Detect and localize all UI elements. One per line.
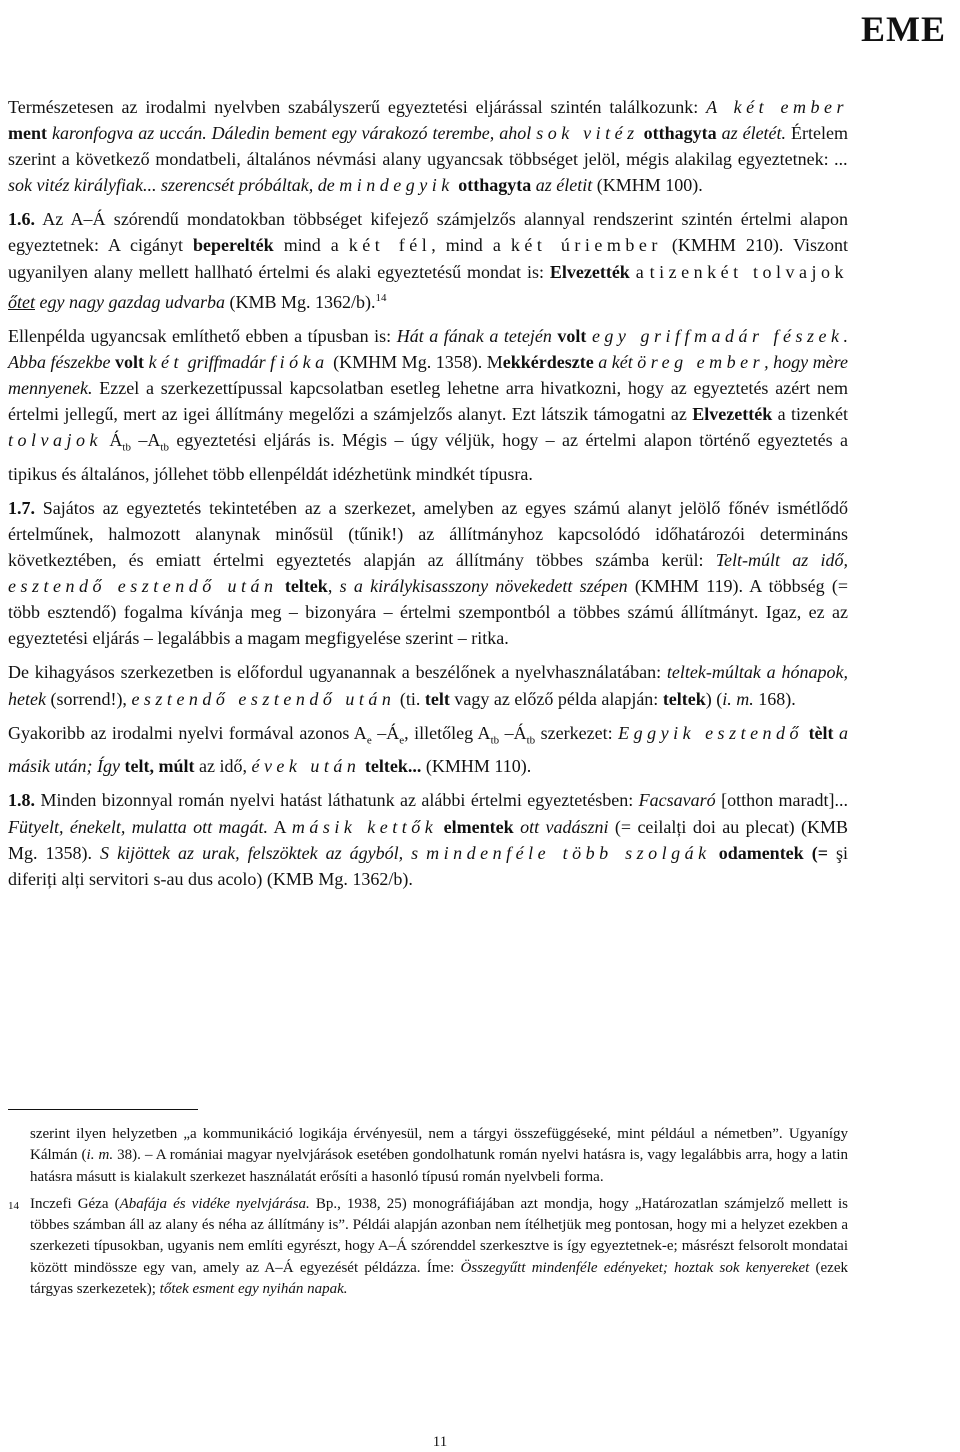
paragraph: 1.8. Minden bizonnyal román nyelvi hatást láthatunk az alábbi értelmi egyeztetésben: Facsavaró [otthon maradt]... Fütyelt, énekelt, mulatta ott magát. A másik kettők elmentek ott vadászni (= ceilalți doi au plecat) (KMB Mg. 1358). S kijöttek az urak, felszöktek az ágyból, s mindenféle több szolgák odamentek (= şi diferiți alți servitori s-au dus acolo) (KMB Mg. 1362/b). (8, 790, 849, 889)
footnote-continuation: szerint ilyen helyzetben „a kommunikáció logikája érvényesül, nem a tárgyi összefüggéseké, mint például a németben”. Ugyanígy Kálmán (i. m. 38). – A romániai magyar nyelvjárások esetében gondolhatunk román nyelvi hatásra is, vagy legalábbis arra, hogy a latin hatásra másutt is kialakult szerkezet használatát erősíti a hasonló típusú román nyelvbeli forma. (30, 1126, 849, 1185)
paragraph: De kihagyásos szerkezetben is előfordul ugyanannak a beszélőnek a nyelvhasználatában: teltek-múltak a hónapok, hetek (sorrend!), esztendő esztendő után (ti. telt vagy az előző példa alapján: teltek) (i. m. 168). (8, 662, 848, 709)
paragraph: Természetesen az irodalmi nyelvben szabályszerű egyeztetési eljárással szintén találkozunk: A két ember ment karonfogva az uccán. Dáledin bement egy várakozó terembe, ahol sok vitéz otthagyta az életét. Értelem szerint a következő mondatbeli, általános névmási alany ugyancsak többséget jelöl, mégis alakilag egyeztetnek: ... sok vitéz királyfiak... szerencsét próbáltak, de mindegyik otthagyta az életit (KMHM 100). (8, 97, 848, 196)
paragraph: Ellenpélda ugyancsak említhető ebben a típusban is: Hát a fának a tetején volt egy griffmadár fészek. Abba fészekbe volt két griffmadár fióka (KMHM Mg. 1358). Mekkérdeszte a két öreg ember, hogy mère mennyenek. Ezzel a szerkezettípussal kapcsolatban esetleg lehetne arra hivatkozni, hogy az egyeztetés azért nem értelmi jellegű, mert az igei állítmány megelőzi a számjelzős alanyt. Ezt látszik támogatni az Elvezették a tizenkét tolvajok $Á_{tb}$ $-A_{tb}$ egyeztetési eljárás is. Mégis – úgy véljük, hogy – az értelmi alapon történő egyeztetés a tipikus és általános, jóllehet több ellenpéldát idézhetünk mindkét típusra. (8, 325, 849, 484)
main-text (8, 94, 848, 900)
footnote-14: 14 Inczefi Géza (Abafája és vidéke nyelvjárása. Bp., 1938, 25) monográfiájában azt mondja, hogy „Határozatlan számjelző mellett is többes számban áll az alany és néha az állítmány is”. Példái alapján azonban nem ítélhetjük meg pontosan, hogy mi a helyzet ezekben a szerkezeti típusokban, ugyanis nem említi egyrészt, hogy A–Á szórenddel szerkesztve is így egyeztetnek-e; másrészt felsorolt mondatai között mindössze egy van, amely az A–Á egyezését példázza. Íme: Összegyűtt mindenféle edényeket; hoztak sok kenyereket (ezek tárgyas szerkezetek); tőtek esment egy nyihán napak. (8, 1195, 848, 1298)
footnotes (8, 1124, 848, 1306)
page-number: 11 (432, 1434, 448, 1450)
paragraph: 1.7. Sajátos az egyeztetés tekintetében az a szerkezet, amelyben az egyes számú alanyt jelölő főnév ismétlődő értelműnek, halmozott alanynak minősül (tűnik!) az állítmányhoz kapcsolódó időhatározói determináns következtében, és emiatt értelmi egyeztetés alapján az állítmány többes számba kerül: Telt-múlt az idő, esztendő esztendő után teltek, s a királykisasszony növekedett szépen (KMHM 119). A többség (= több esztendő) fogalma kívánja meg – bizonyára – értelmi szempontból a többes számú állítmányt. Igaz, ez az egyeztetési eljárás – legalábbis a magam megfigyelése szerint – ritka. (8, 497, 849, 649)
paragraph: Gyakoribb az irodalmi nyelvi formával azonos $A_e$ $-Á_e$, illetőleg $A_{tb}$ $-Á_{tb}$ szerkezet: Eggyik esztendő tèlt a másik után; Így telt, múlt az idő, évek után teltek... (KMHM 110). (8, 722, 849, 777)
paragraph: 1.6. Az A–Á szórendű mondatokban többséget kifejező számjelzős alannyal rendszerint szintén értelmi alapon egyeztetnek: A cigányt beperelték mind a két fél, mind a két úriember (KMHM 210). Viszont ugyanilyen alany mellett hallható értelmi és alaki egyeztetésű mondat is: Elvezették a tizenkét tolvajok őtet egy nagy gazdag udvarba (KMB Mg. 1362/b).$^{14}$ (8, 209, 848, 312)
footnote-marker: 14 (8, 1199, 19, 1212)
footnote-separator (8, 1109, 198, 1110)
eme-logo: EME (860, 9, 946, 49)
